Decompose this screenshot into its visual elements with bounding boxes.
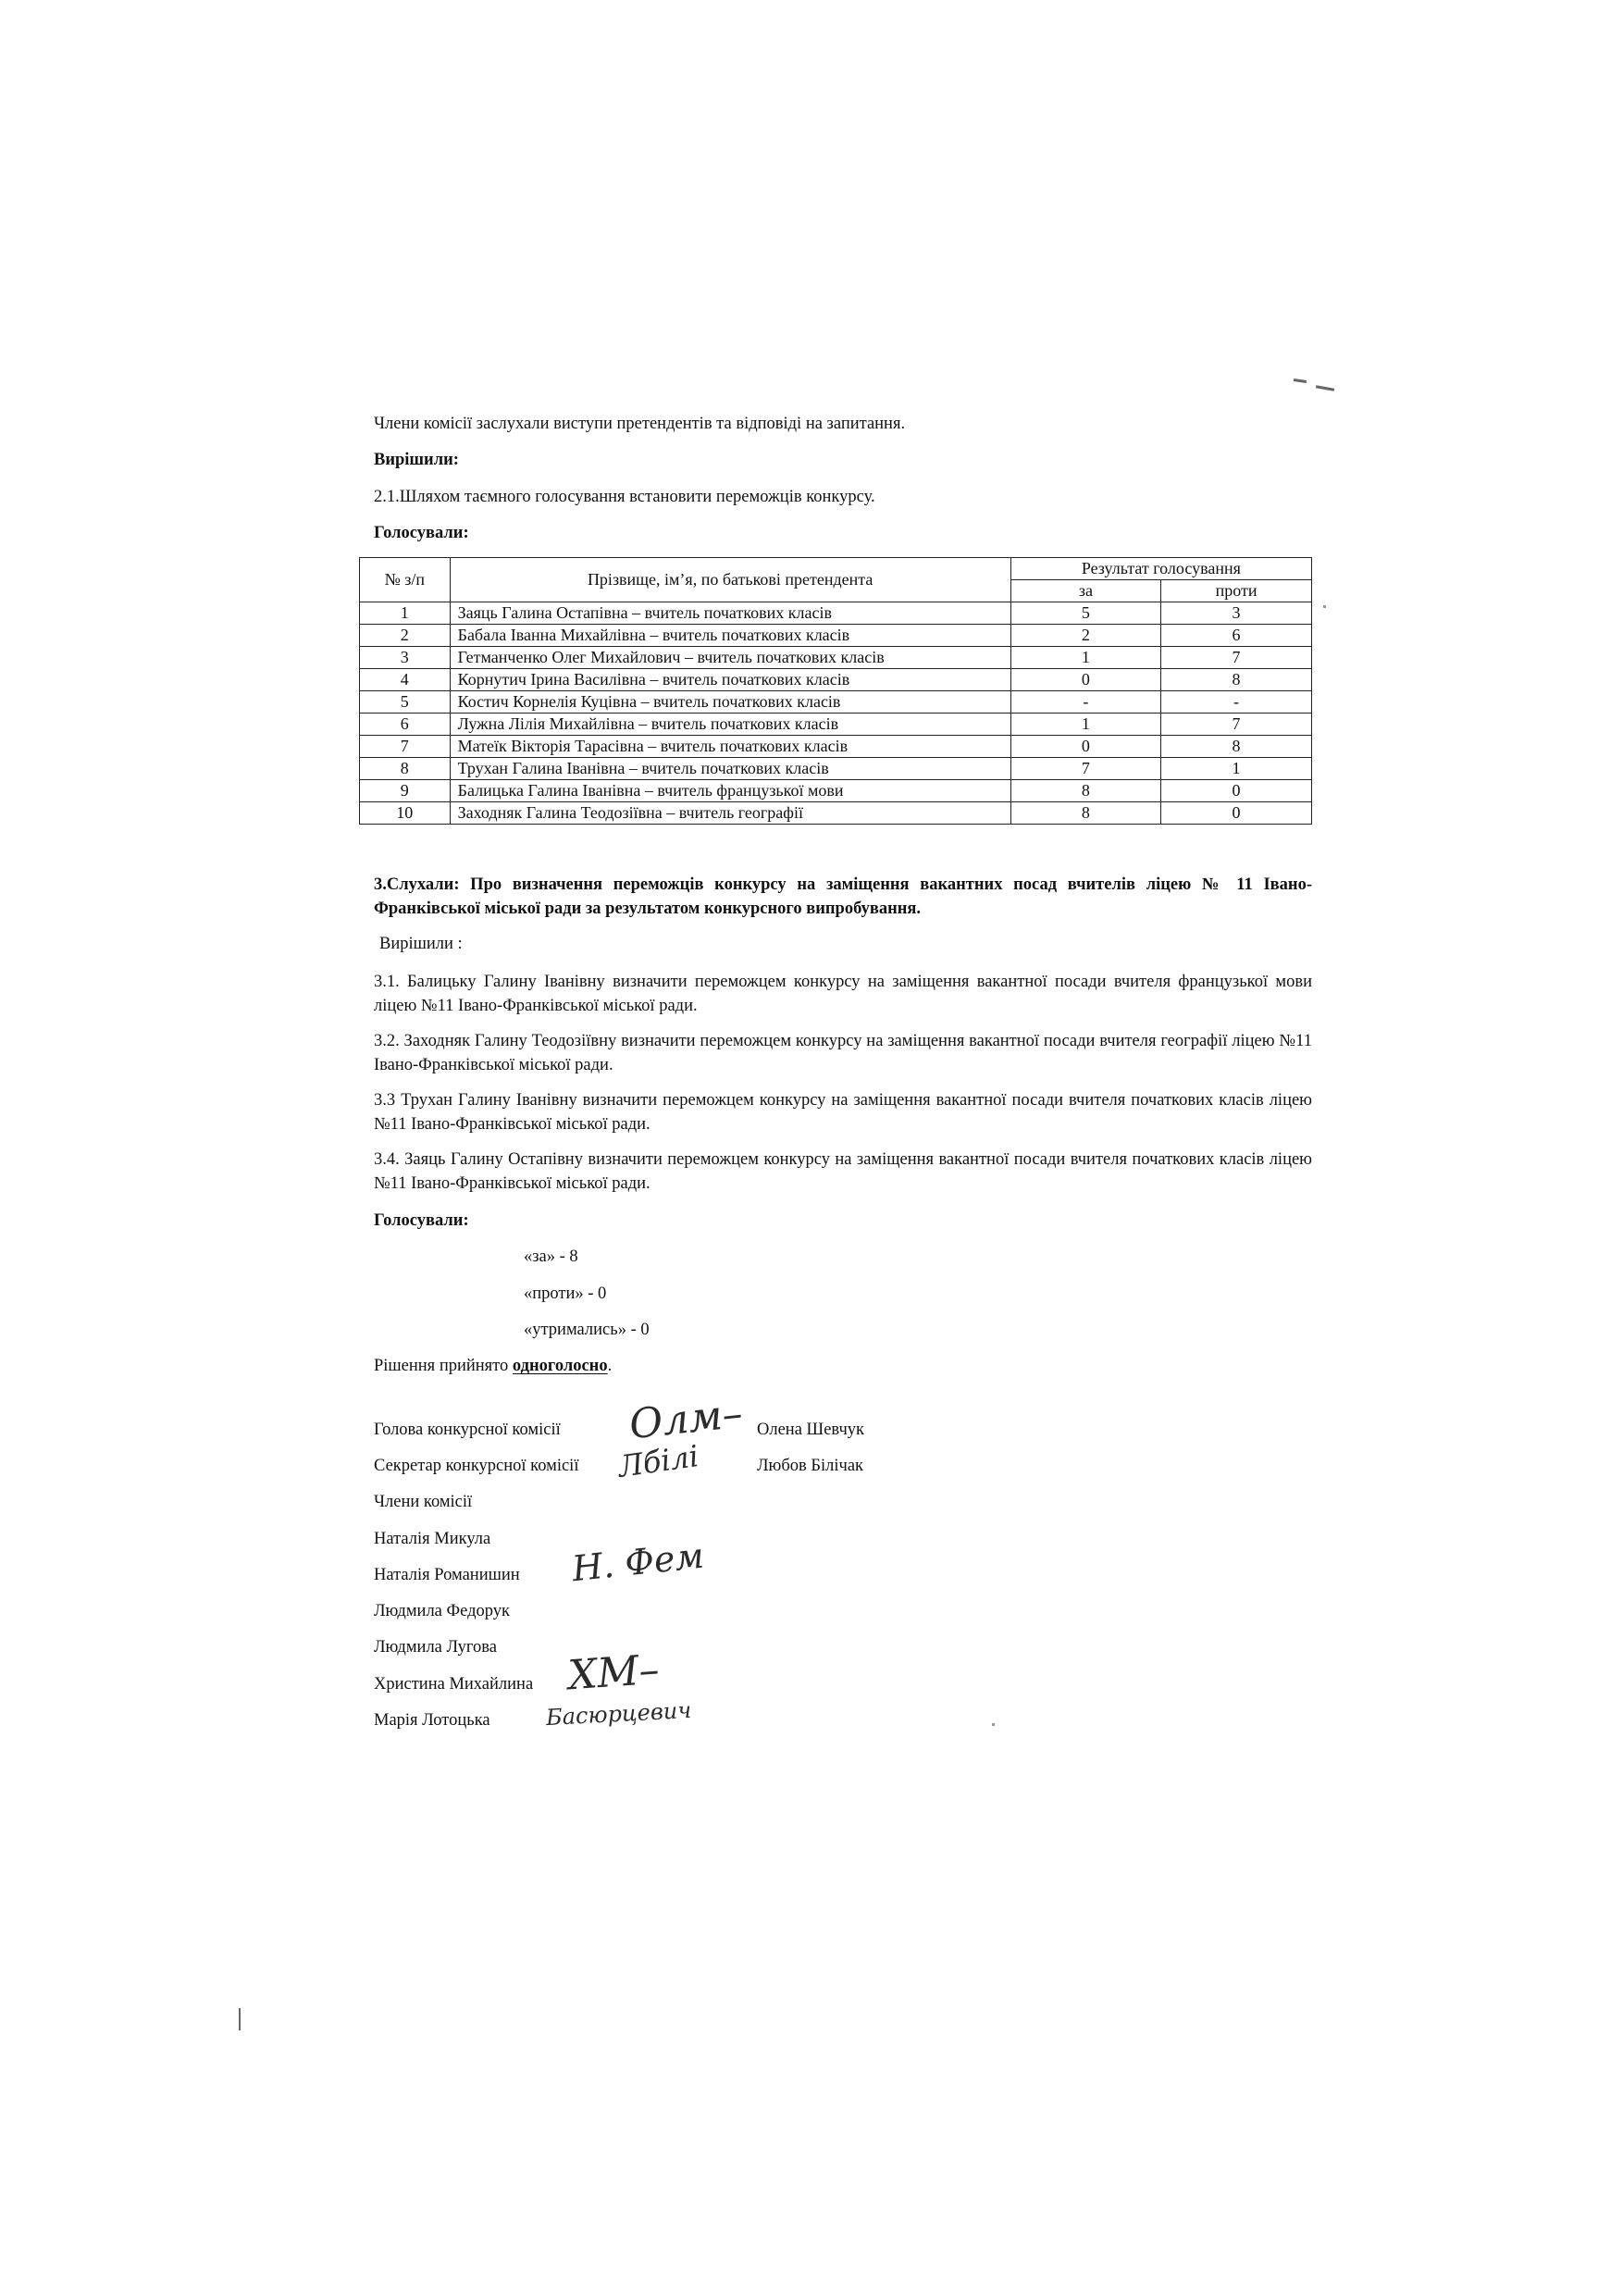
members-title: Члени комісії [374, 1493, 473, 1511]
row-for: 5 [1010, 602, 1160, 625]
row-against: 8 [1161, 669, 1312, 691]
votes-for: «за» - 8 [524, 1247, 578, 1266]
row-candidate: Матеїк Вікторія Тарасівна – вчитель початкових класів [450, 736, 1010, 758]
result-word: одноголосно [512, 1357, 608, 1375]
voting-table-body [360, 602, 1312, 825]
mykhailyna-signature: ХМ– [566, 1645, 662, 1700]
member-romanyshyn: Наталія Романишин [374, 1566, 520, 1584]
row-candidate: Заяць Галина Остапівна – вчитель початкових класів [450, 602, 1010, 625]
chair-name: Олена Шевчук [757, 1421, 864, 1439]
row-candidate: Корнутич Ірина Василівна – вчитель початкових класів [450, 669, 1010, 691]
member-mykhailyna: Христина Михайлина [374, 1675, 534, 1694]
row-against: 7 [1161, 647, 1312, 669]
row-number: 9 [360, 780, 451, 802]
secretary-title: Секретар конкурсної комісії [374, 1457, 579, 1475]
result-suffix: . [607, 1357, 613, 1375]
table-row [360, 802, 1312, 825]
table-row [360, 780, 1312, 802]
col-name-header: Прізвище, ім’я, по батькові претендента [450, 558, 1010, 602]
member-mykula: Наталія Микула [374, 1530, 491, 1548]
row-against: 6 [1161, 625, 1312, 647]
table-row [360, 602, 1312, 625]
votes-abstained: «утримались» - 0 [524, 1321, 650, 1339]
col-result-header: Результат голосування [1010, 558, 1311, 580]
row-for: 7 [1010, 758, 1160, 780]
row-candidate: Заходняк Галина Теодозіївна – вчитель географії [450, 802, 1010, 825]
decision-2-1: 2.1.Шляхом таємного голосування встановити переможців конкурсу. [374, 488, 875, 506]
decided-label-2: Вирішили : [379, 935, 463, 953]
votes-against: «проти» - 0 [524, 1285, 607, 1303]
lototska-signature: Басюрцевич [545, 1696, 692, 1731]
row-number: 10 [360, 802, 451, 825]
voted-label-2: Голосували: [374, 1211, 469, 1230]
decision-3-1: 3.1. Балицьку Галину Іванівну визначити переможцем конкурсу на заміщення вакантної посади вчителя французької мови ліцею №11 Івано-Франківської міської ради. [374, 973, 1312, 1015]
secretary-signature: Лбілі [615, 1438, 701, 1484]
member-lototska: Марія Лотоцька [374, 1711, 490, 1730]
decided-label: Вирішили: [374, 451, 459, 469]
row-against: - [1161, 691, 1312, 714]
row-for: 1 [1010, 647, 1160, 669]
row-against: 0 [1161, 780, 1312, 802]
scan-mark [1323, 605, 1326, 608]
table-row [360, 669, 1312, 691]
row-number: 5 [360, 691, 451, 714]
voting-table [359, 557, 1312, 825]
row-for: - [1010, 691, 1160, 714]
row-candidate: Лужна Лілія Михайлівна – вчитель початкових класів [450, 714, 1010, 736]
intro-text: Члени комісії заслухали виступи претендентів та відповіді на запитання. [374, 415, 906, 433]
col-for-header: за [1010, 580, 1160, 602]
row-against: 7 [1161, 714, 1312, 736]
row-candidate: Балицька Галина Іванівна – вчитель французької мови [450, 780, 1010, 802]
chair-signature: Олм– [626, 1389, 745, 1449]
scan-mark [1316, 385, 1334, 391]
decision-3-2: 3.2. Заходняк Галину Теодозіївну визначити переможцем конкурсу на заміщення вакантної посади вчителя географії ліцею №11 Івано-Франківської міської ради. [374, 1032, 1312, 1074]
decision-3-4: 3.4. Заяць Галину Остапівну визначити переможцем конкурсу на заміщення вакантної посади вчителя початкових класів ліцею №11 Івано-Франківської міської ради. [374, 1150, 1312, 1193]
col-against-header: проти [1161, 580, 1312, 602]
row-number: 3 [360, 647, 451, 669]
row-against: 8 [1161, 736, 1312, 758]
row-number: 8 [360, 758, 451, 780]
table-row [360, 691, 1312, 714]
row-candidate: Бабала Іванна Михайлівна – вчитель початкових класів [450, 625, 1010, 647]
table-row [360, 647, 1312, 669]
chair-title: Голова конкурсної комісії [374, 1421, 561, 1439]
row-against: 3 [1161, 602, 1312, 625]
scan-mark [1294, 379, 1307, 383]
row-for: 0 [1010, 736, 1160, 758]
col-no-header: № з/п [360, 558, 451, 602]
table-row [360, 736, 1312, 758]
row-number: 2 [360, 625, 451, 647]
decision-3-3: 3.3 Трухан Галину Іванівну визначити переможцем конкурсу на заміщення вакантної посади вчителя початкових класів ліцею №11 Івано-Франківської міської ради. [374, 1091, 1312, 1134]
row-number: 4 [360, 669, 451, 691]
row-against: 0 [1161, 802, 1312, 825]
row-for: 2 [1010, 625, 1160, 647]
row-number: 7 [360, 736, 451, 758]
row-for: 0 [1010, 669, 1160, 691]
row-candidate: Костич Корнелія Куцівна – вчитель початкових класів [450, 691, 1010, 714]
row-candidate: Трухан Галина Іванівна – вчитель початкових класів [450, 758, 1010, 780]
table-row [360, 625, 1312, 647]
result-line [374, 1354, 612, 1378]
row-against: 1 [1161, 758, 1312, 780]
result-prefix: Рішення прийнято [374, 1357, 513, 1375]
scan-mark [239, 2008, 241, 2030]
row-for: 1 [1010, 714, 1160, 736]
member-fedoruk: Людмила Федорук [374, 1602, 511, 1620]
secretary-name: Любов Білічак [757, 1457, 864, 1475]
section3-heading: 3.Слухали: Про визначення переможців конкурсу на заміщення вакантних посад вчителів ліцею № 11 Івано-Франківської міської ради за результатом конкурсного випробування. [374, 875, 1312, 918]
table-row [360, 758, 1312, 780]
row-for: 8 [1010, 780, 1160, 802]
row-for: 8 [1010, 802, 1160, 825]
voted-label: Голосували: [374, 524, 469, 542]
scan-mark [992, 1723, 995, 1726]
row-number: 1 [360, 602, 451, 625]
row-number: 6 [360, 714, 451, 736]
row-candidate: Гетманченко Олег Михайлович – вчитель початкових класів [450, 647, 1010, 669]
member-luhova: Людмила Лугова [374, 1638, 497, 1657]
romanyshyn-signature: Н. Фем [570, 1534, 706, 1590]
table-row [360, 714, 1312, 736]
